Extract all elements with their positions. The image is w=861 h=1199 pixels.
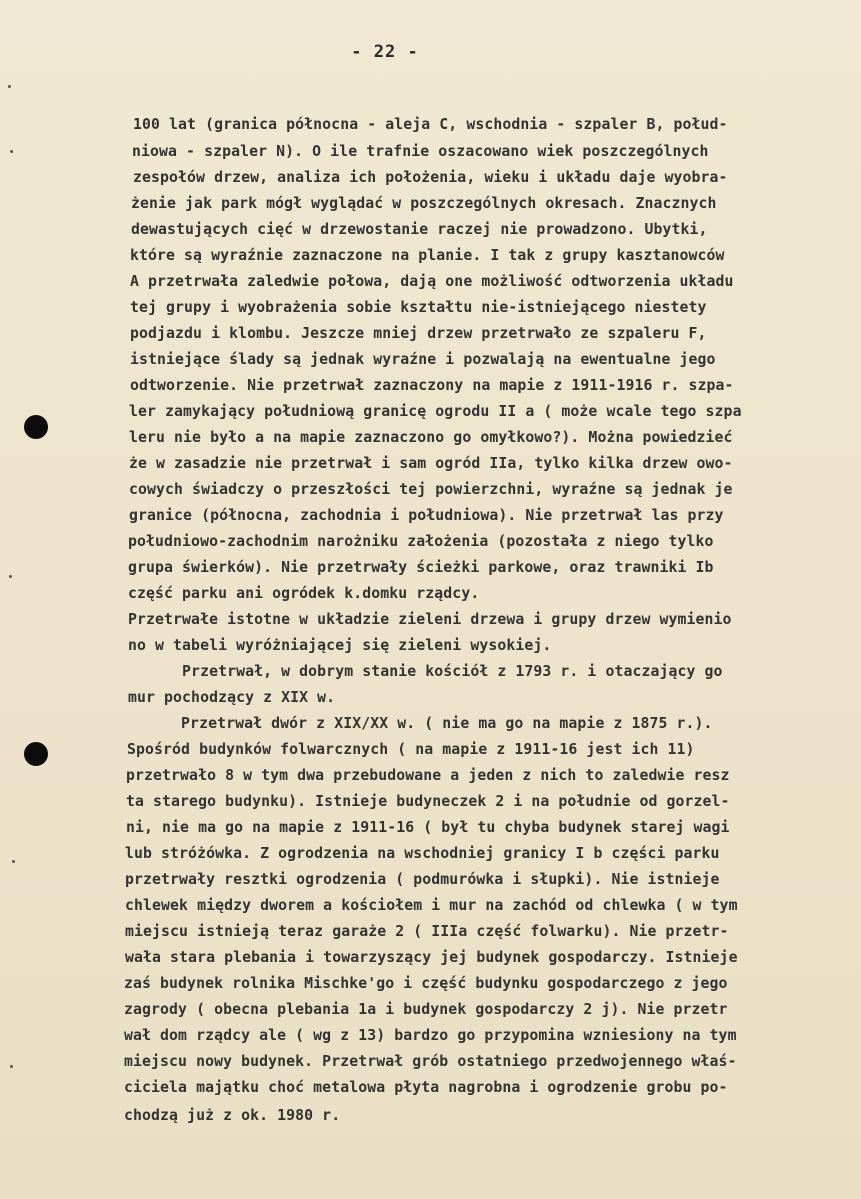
text-line: wała stara plebania i towarzyszący jej budynek gospodarczy. Istnieje [125, 949, 738, 966]
paper-speck [12, 860, 15, 863]
text-line: część parku ani ogródek k.domku rządcy. [128, 585, 480, 602]
text-line: Przetrwałe istotne w układzie zieleni drzewa i grupy drzew wymienio [128, 611, 732, 628]
text-line: ler zamykający południową granicę ogrodu II a ( może wcale tego szpa [129, 403, 742, 420]
text-line: granice (północna, zachodnia i południowa). Nie przetrwał las przy [129, 507, 724, 524]
text-line: lub stróżówka. Z ogrodzenia na wschodniej granicy I b części parku [125, 845, 720, 862]
text-line: które są wyraźnie zaznaczone na planie. I tak z grupy kasztanowców [130, 247, 725, 264]
text-line: żenie jak park mógł wyglądać w poszczególnych okresach. Znacznych [131, 195, 717, 212]
text-line: A przetrwała zaledwie połowa, dają one możliwość odtworzenia układu [130, 273, 734, 290]
text-line: ciciela majątku choć metalowa płyta nagrobna i ogrodzenie grobu po- [124, 1079, 728, 1096]
text-line: że w zasadzie nie przetrwał i sam ogród IIa, tylko kilka drzew owo- [129, 455, 733, 472]
text-line: wał dom rządcy ale ( wg z 13) bardzo go przypomina wzniesiony na tym [124, 1027, 737, 1044]
text-line: zaś budynek rolnika Mischke'go i część budynku gospodarczego z jego [124, 975, 728, 992]
page-number: - 22 - [351, 42, 419, 62]
text-line: 100 lat (granica północna - aleja C, wschodnia - szpaler B, połud- [133, 116, 728, 133]
text-line: ta starego budynku). Istnieje budyneczek 2 i na południe od gorzel- [126, 793, 730, 810]
punch-hole-icon [24, 742, 48, 766]
text-line: cowych świadczy o przeszłości tej powierzchni, wyraźne są jednak je [129, 481, 733, 498]
text-line: ni, nie ma go na mapie z 1911-16 ( był tu chyba budynek starej wagi [126, 819, 730, 836]
text-line: grupa świerków). Nie przetrwały ścieżki parkowe, oraz trawniki Ib [128, 559, 714, 576]
text-line: zespołów drzew, analiza ich położenia, wieku i układu daje wyobra- [133, 169, 728, 186]
text-line: chodzą już z ok. 1980 r. [124, 1107, 341, 1124]
text-line: Spośród budynków folwarcznych ( na mapie z 1911-16 jest ich 11) [127, 741, 695, 758]
text-line: leru nie było a na mapie zaznaczono go omyłkowo?). Można powiedzieć [129, 429, 733, 446]
text-line: zagrody ( obecna plebania 1a i budynek gospodarczy 2 j). Nie przetr [124, 1001, 728, 1018]
text-line: mur pochodzący z XIX w. [128, 689, 336, 706]
text-line: miejscu istnieją teraz garaże 2 ( IIIa część folwarku). Nie przetr- [125, 923, 729, 940]
text-line: południowo-zachodnim narożniku założenia (pozostała z niego tylko [128, 533, 714, 550]
punch-hole-icon [24, 415, 48, 439]
text-line: niowa - szpaler N). O ile trafnie oszacowano wiek poszczególnych [132, 143, 709, 160]
text-line: no w tabeli wyróżniającej się zieleni wysokiej. [128, 637, 552, 654]
text-line: Przetrwał, w dobrym stanie kościół z 1793 r. i otaczający go [128, 663, 723, 680]
text-line: istniejące ślady są jednak wyraźne i pozwalają na ewentualne jego [130, 351, 716, 368]
paper-speck [9, 575, 12, 578]
text-line: podjazdu i klombu. Jeszcze mniej drzew przetrwało ze szpaleru F, [130, 325, 707, 342]
text-line: tej grupy i wyobrażenia sobie kształtu nie-istniejącego niestety [130, 299, 707, 316]
paper-speck [10, 150, 13, 153]
paper-speck [10, 1065, 13, 1068]
text-line: przetrwały resztki ogrodzenia ( podmurówka i słupki). Nie istnieje [125, 871, 720, 888]
paper-speck [8, 85, 11, 88]
text-line: chlewek między dworem a kościołem i mur na zachód od chlewka ( w tym [125, 897, 738, 914]
text-line: przetrwało 8 w tym dwa przebudowane a jeden z nich to zaledwie resz [126, 767, 730, 784]
text-line: miejscu nowy budynek. Przetrwał grób ostatniego przedwojennego właś- [124, 1053, 737, 1070]
text-line: odtworzenie. Nie przetrwał zaznaczony na mapie z 1911-1916 r. szpa- [130, 377, 734, 394]
text-line: Przetrwał dwór z XIX/XX w. ( nie ma go na mapie z 1875 r.). [127, 715, 713, 732]
text-line: dewastujących cięć w drzewostanie raczej nie prowadzono. Ubytki, [131, 221, 708, 238]
